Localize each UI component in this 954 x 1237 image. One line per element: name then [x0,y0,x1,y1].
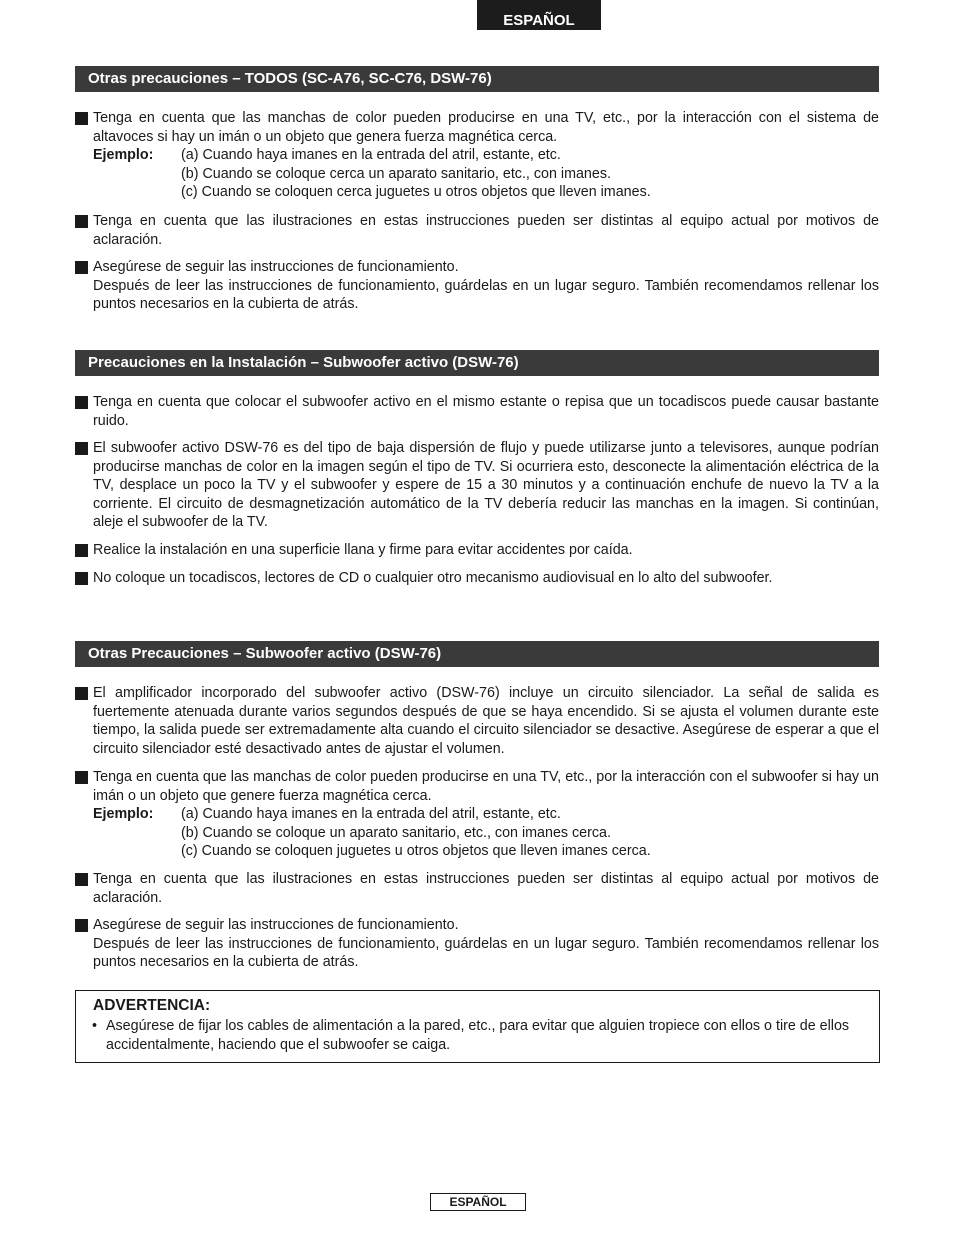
bullet-dot-icon: • [92,1018,98,1034]
list-item [75,916,879,972]
section-title-otras-precauciones-todos: Otras precauciones – TODOS (SC-A76, SC-C76, DSW-76) [75,66,879,92]
paragraph: Después de leer las instrucciones de funcionamiento, guárdelas en un lugar seguro. También recomendamos rellenar los puntos necesarios en la cubierta de atrás. [93,277,879,313]
bullet-square-icon [75,442,88,455]
example-label: Ejemplo: [93,147,154,164]
list-item [75,212,879,249]
footer-language-label: ESPAÑOL [430,1193,526,1211]
list-item [75,439,879,532]
bullet-square-icon [75,215,88,228]
example-line: (c) Cuando se coloquen juguetes u otros objetos que lleven imanes cerca. [181,843,651,860]
paragraph: Realice la instalación en una superficie llana y firme para evitar accidentes por caída. [93,542,633,558]
bullet-square-icon [75,396,88,409]
example-line: (a) Cuando haya imanes en la entrada del atril, estante, etc. [181,806,561,823]
bullet-square-icon [75,112,88,125]
bullet-square-icon [75,771,88,784]
paragraph: El amplificador incorporado del subwoofer activo (DSW-76) incluye un circuito silenciador. La señal de salida es fuertemente atenuada durante varios segundos después de que se haya encendido. Si se ajusta el volumen durante este tiempo, la salida puede ser extremadamente alta cuando el circuito silenciador se desactive. Asegúrese de esperar a que el circuito silenciador esté desactivado antes de ajustar el volumen. [93,685,879,757]
warning-title: ADVERTENCIA: [93,997,211,1014]
section-title-otras-precauciones-subwoofer: Otras Precauciones – Subwoofer activo (DSW-76) [75,641,879,667]
bullet-square-icon [75,261,88,274]
example-line: (c) Cuando se coloquen cerca juguetes u otros objetos que lleven imanes. [181,184,651,201]
list-item [75,109,879,202]
warning-text: Asegúrese de fijar los cables de alimentación a la pared, etc., para evitar que alguien tropiece con ellos o tire de ellos accidentalmente, haciendo que el subwoofer se caiga. [106,1018,850,1053]
list-item [75,541,879,560]
paragraph: Tenga en cuenta que las manchas de color pueden producirse en una TV, etc., por la interacción con el sistema de altavoces si hay un imán o un objeto que genera fuerza magnética cerca. [93,110,879,145]
paragraph: Tenga en cuenta que colocar el subwoofer activo en el mismo estante o repisa que un tocadiscos puede causar bastante ruido. [93,394,879,429]
list-item [75,768,879,861]
paragraph: Tenga en cuenta que las manchas de color pueden producirse en una TV, etc., por la interacción con el subwoofer si hay un imán o un objeto que genere fuerza magnética cerca. [93,769,879,804]
example-line: (b) Cuando se coloque un aparato sanitario, etc., con imanes cerca. [181,824,611,841]
paragraph: Tenga en cuenta que las ilustraciones en estas instrucciones pueden ser distintas al equipo actual por motivos de aclaración. [93,213,879,248]
bullet-square-icon [75,687,88,700]
list-item [75,569,879,588]
paragraph: Después de leer las instrucciones de funcionamiento, guárdelas en un lugar seguro. También recomendamos rellenar los puntos necesarios en la cubierta de atrás. [93,935,879,971]
paragraph: No coloque un tocadiscos, lectores de CD o cualquier otro mecanismo audiovisual en lo alto del subwoofer. [93,570,773,586]
bullet-square-icon [75,572,88,585]
paragraph: Tenga en cuenta que las ilustraciones en estas instrucciones pueden ser distintas al equipo actual por motivos de aclaración. [93,871,879,906]
list-item [75,684,879,758]
paragraph: Asegúrese de seguir las instrucciones de funcionamiento. [93,917,459,933]
paragraph: El subwoofer activo DSW-76 es del tipo de baja dispersión de flujo y puede utilizarse junto a televisores, aunque podrían producirse manchas de color en la imagen según el tipo de TV. Si ocurriera esto, desconecte la alimentación eléctrica de la TV, desplace un poco la TV y el subwoofer y espere de 15 a 30 minutos y a continuación enchufe de nuevo la TV a la corriente. El circuito de desmagnetización automático de la TV debería reducir las manchas en la imagen. Si continúan, aleje el subwoofer de la TV. [93,440,879,531]
language-tab: ESPAÑOL [477,0,601,30]
list-item [75,870,879,907]
example-label: Ejemplo: [93,806,154,823]
warning-box [75,990,880,1063]
example-block [93,805,879,861]
bullet-square-icon [75,873,88,886]
section-title-precauciones-instalacion: Precauciones en la Instalación – Subwoofer activo (DSW-76) [75,350,879,376]
paragraph: Asegúrese de seguir las instrucciones de funcionamiento. [93,259,459,275]
list-item [75,393,879,430]
example-block [93,146,879,202]
bullet-square-icon [75,544,88,557]
warning-item [92,1017,862,1054]
example-line: (a) Cuando haya imanes en la entrada del atril, estante, etc. [181,147,561,164]
list-item [75,258,879,314]
example-line: (b) Cuando se coloque cerca un aparato sanitario, etc., con imanes. [181,165,611,182]
bullet-square-icon [75,919,88,932]
